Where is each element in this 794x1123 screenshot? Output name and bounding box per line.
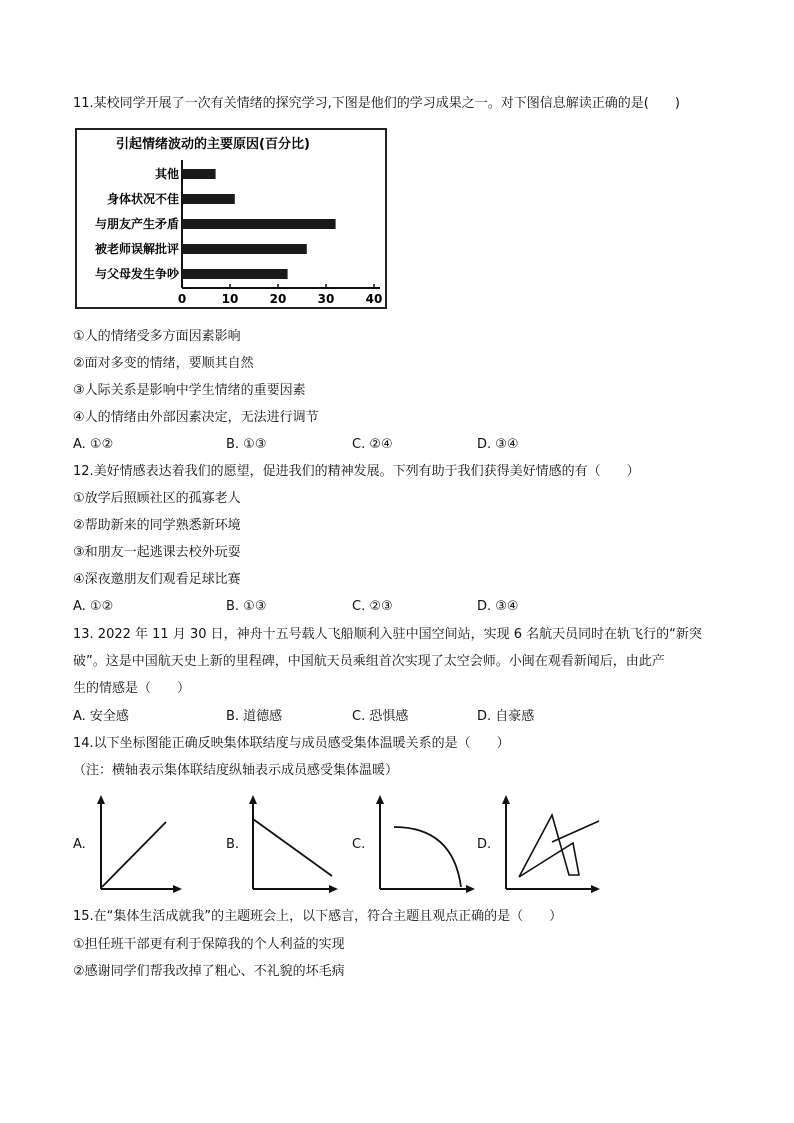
- x-axis-arrow: [466, 885, 475, 893]
- q11-statement-3: ③人际关系是影响中学生情绪的重要因素: [73, 383, 306, 398]
- q12-option-a[interactable]: A. ①②: [73, 599, 114, 614]
- q12-statement-2: ②帮助新来的同学熟悉新环境: [73, 518, 241, 533]
- curve-zigzag-tail: [552, 821, 599, 842]
- q11-option-b[interactable]: B. ①③: [226, 437, 267, 452]
- bar-category-label: 与父母发生争吵: [94, 267, 179, 281]
- q13-option-d[interactable]: D. 自豪感: [477, 709, 535, 724]
- q12-statement-3: ③和朋友一起逃课去校外玩耍: [73, 545, 241, 560]
- q13-option-c[interactable]: C. 恐惧感: [352, 709, 409, 724]
- y-axis-arrow: [502, 795, 510, 804]
- curve-arc: [394, 827, 461, 887]
- q13-stem-line-1: 13. 2022 年 11 月 30 日，神舟十五号载人飞船顺利入驻中国空间站，实现 6 名航天员同时在轨飞行的“新突: [73, 627, 702, 642]
- q14-graph-c[interactable]: [371, 795, 475, 895]
- q15-statement-1: ①担任班干部更有利于保障我的个人利益的实现: [73, 937, 345, 952]
- y-axis-arrow: [97, 795, 105, 804]
- curve-zigzag: [519, 815, 579, 877]
- q11-stem: 11.某校同学开展了一次有关情绪的探究学习,下图是他们的学习成果之一。对下图信息解读正确的是( ): [73, 96, 680, 111]
- curve-increasing-line: [102, 822, 166, 887]
- x-axis-arrow: [329, 885, 338, 893]
- q11-statement-4: ④人的情绪由外部因素决定，无法进行调节: [73, 410, 319, 425]
- bar-chart: [75, 128, 387, 309]
- q14-stem: 14.以下坐标图能正确反映集体联结度与成员感受集体温暖关系的是（ ）: [73, 736, 510, 751]
- chart-title: 引起情绪波动的主要原因(百分比): [116, 137, 310, 152]
- q11-option-a[interactable]: A. ①②: [73, 437, 114, 452]
- q11-statement-1: ①人的情绪受多方面因素影响: [73, 329, 241, 344]
- q13-option-b[interactable]: B. 道德感: [226, 709, 283, 724]
- bar-category-label: 与朋友产生矛盾: [94, 217, 179, 231]
- bar: [182, 269, 288, 279]
- q14-graph-b[interactable]: [244, 795, 338, 895]
- y-axis-arrow: [376, 795, 384, 804]
- q12-statement-1: ①放学后照顾社区的孤寡老人: [73, 491, 241, 506]
- q14-graph-a[interactable]: [92, 795, 182, 895]
- bar-category-label: 被老师误解批评: [94, 242, 179, 256]
- q12-stem: 12.美好情感表达着我们的愿望，促进我们的精神发展。下列有助于我们获得美好情感的有（ ）: [73, 464, 640, 479]
- x-tick-label: 40: [365, 292, 383, 306]
- q12-option-b[interactable]: B. ①③: [226, 599, 267, 614]
- bar: [182, 219, 336, 229]
- x-axis-arrow: [591, 885, 600, 893]
- q15-statement-2: ②感谢同学们帮我改掉了粗心、不礼貌的坏毛病: [73, 964, 345, 979]
- q15-stem: 15.在“集体生活成就我”的主题班会上，以下感言，符合主题且观点正确的是（ ）: [73, 909, 563, 924]
- q14-graph-d[interactable]: [497, 795, 603, 895]
- q14-graph-label-c[interactable]: C.: [352, 837, 366, 852]
- bar: [182, 244, 307, 254]
- bar-chart-svg: [75, 128, 387, 309]
- x-axis-arrow: [173, 885, 182, 893]
- q11-option-c[interactable]: C. ②④: [352, 437, 393, 452]
- x-tick-label: 30: [317, 292, 335, 306]
- q13-stem-line-2: 破”。这是中国航天史上新的里程碑，中国航天员乘组首次实现了太空会师。小闽在观看新闻后，由此产: [73, 654, 665, 669]
- q12-option-c[interactable]: C. ②③: [352, 599, 393, 614]
- q14-note: （注：横轴表示集体联结度纵轴表示成员感受集体温暖）: [73, 763, 399, 778]
- q12-statement-4: ④深夜邀朋友们观看足球比赛: [73, 572, 241, 587]
- bar-category-label: 其他: [154, 167, 179, 181]
- q14-graph-label-a[interactable]: A.: [73, 837, 86, 852]
- chart-layer: [95, 160, 382, 306]
- bar: [182, 169, 216, 179]
- q14-graph-label-d[interactable]: D.: [477, 837, 492, 852]
- q12-option-d[interactable]: D. ③④: [477, 599, 519, 614]
- bar: [182, 194, 235, 204]
- q14-graph-label-b[interactable]: B.: [226, 837, 240, 852]
- q11-statement-2: ②面对多变的情绪，要顺其自然: [73, 356, 254, 371]
- x-tick-label: 20: [269, 292, 287, 306]
- y-axis-arrow: [249, 795, 257, 804]
- q13-stem-line-3: 生的情感是（ ）: [73, 681, 191, 696]
- curve-decreasing-line: [253, 819, 332, 876]
- x-tick-label: 0: [177, 292, 187, 306]
- x-tick-label: 10: [221, 292, 239, 306]
- q13-option-a[interactable]: A. 安全感: [73, 709, 129, 724]
- q11-option-d[interactable]: D. ③④: [477, 437, 519, 452]
- bar-category-label: 身体状况不佳: [106, 192, 179, 206]
